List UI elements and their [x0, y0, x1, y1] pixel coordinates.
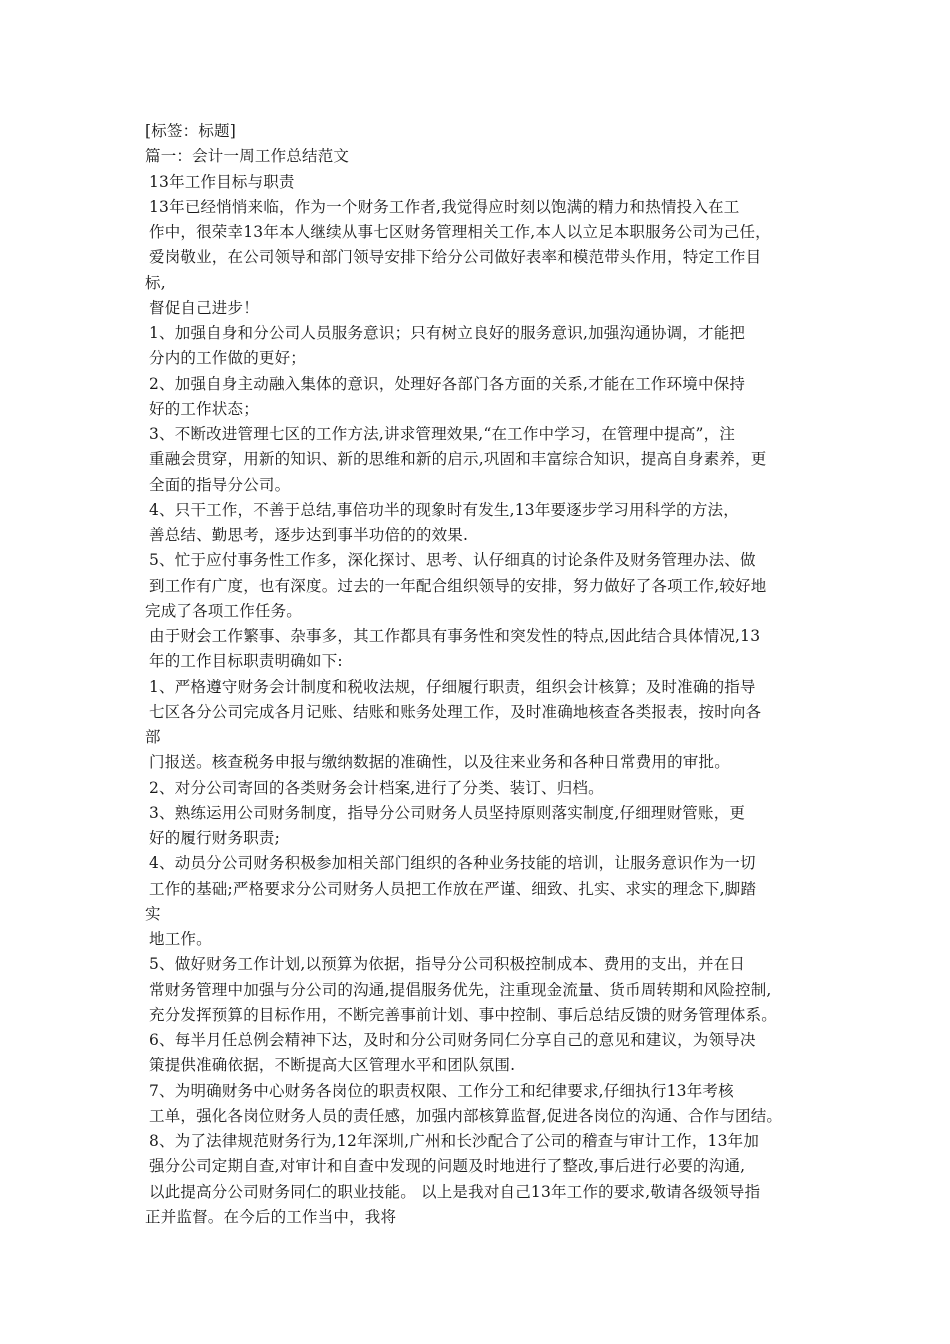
text-line: 13年工作目标与职责	[149, 172, 295, 191]
text-line: 七区各分公司完成各月记账、结账和账务处理工作，及时准确地核查各类报表，按时向各	[149, 702, 762, 721]
text-line: 全面的指导分公司。	[149, 475, 291, 494]
text-line: 督促自己进步！	[149, 298, 259, 317]
text-line: 部	[145, 728, 161, 746]
text-line: 到工作有广度，也有深度。过去的一年配合组织领导的安排，努力做好了各项工作,较好地	[149, 576, 767, 595]
text-line: 策提供准确依据，不断提高大区管理水平和团队氛围.	[149, 1056, 516, 1075]
text-line: 3、熟练运用公司财务制度，指导分公司财务人员坚持原则落实制度,仔细理财管账，更	[149, 803, 746, 822]
text-line: 6、每半月任总例会精神下达，及时和分公司财务同仁分享自己的意见和建议，为领导决	[149, 1031, 756, 1049]
text-line: 13年已经悄悄来临，作为一个财务工作者,我觉得应时刻以饱满的精力和热情投入在工	[149, 197, 740, 216]
text-line: 分内的工作做的更好；	[149, 349, 307, 368]
text-line: 标,	[145, 273, 166, 292]
document-body	[0, 119, 950, 1230]
text-line: 充分发挥预算的目标作用，不断完善事前计划、事中控制、事后总结反馈的财务管理体系。	[149, 1005, 778, 1024]
text-line: 4、动员分公司财务积极参加相关部门组织的各种业务技能的培训，让服务意识作为一切	[149, 854, 756, 873]
text-line: 好的履行财务职责;	[149, 829, 281, 847]
text-line: 8、为了法律规范财务行为,12年深圳,广州和长沙配合了公司的稽查与审计工作，13年加	[149, 1132, 760, 1150]
text-line: 工作的基础;严格要求分公司财务人员把工作放在严谨、细致、扎实、求实的理念下,脚踏	[149, 879, 757, 898]
text-line: 完成了各项工作任务。	[145, 601, 303, 620]
text-line: 2、对分公司寄回的各类财务会计档案,进行了分类、装订、归档。	[149, 778, 604, 797]
tag-line: [标签：标题]	[145, 122, 236, 140]
text-line: 强分公司定期自查,对审计和自查中发现的问题及时地进行了整改,事后进行必要的沟通,	[149, 1157, 746, 1176]
text-line: 1、加强自身和分公司人员服务意识；只有树立良好的服务意识,加强沟通协调，才能把	[149, 324, 746, 342]
text-line: 善总结、勤思考，逐步达到事半功倍的的效果.	[149, 526, 469, 544]
text-line: 实	[145, 904, 161, 923]
text-line: 工单，强化各岗位财务人员的责任感，加强内部核算监督,促进各岗位的沟通、合作与团结。	[149, 1106, 783, 1125]
text-line: 正并监督。在今后的工作当中，我将	[145, 1207, 397, 1226]
text-line: 重融会贯穿，用新的知识、新的思维和新的启示,巩固和丰富综合知识，提高自身素养，更	[149, 450, 767, 469]
text-line: 7、为明确财务中心财务各岗位的职责权限、工作分工和纪律要求,仔细执行13年考核	[149, 1081, 734, 1100]
text-line: 年的工作目标职责明确如下:	[149, 652, 343, 671]
text-line: 由于财会工作繁事、杂事多，其工作都具有事务性和突发性的特点,因此结合具体情况,13	[149, 627, 761, 645]
text-line: 爱岗敬业，在公司领导和部门领导安排下给分公司做好表率和模范带头作用，特定工作目	[149, 248, 762, 267]
text-line: 作中，很荣幸13年本人继续从事七区财务管理相关工作,本人以立足本职服务公司为己任，	[149, 223, 771, 241]
document-title: 篇一：会计一周工作总结范文	[145, 147, 350, 166]
text-line: 门报送。核查税务申报与缴纳数据的准确性，以及往来业务和各种日常费用的审批。	[149, 753, 730, 772]
text-line: 5、忙于应付事务性工作多，深化探讨、思考、认仔细真的讨论条件及财务管理办法、做	[149, 551, 756, 570]
text-line: 3、不断改进管理七区的工作方法,讲求管理效果,“在工作中学习，在管理中提高”，注	[149, 425, 736, 443]
text-line: 常财务管理中加强与分公司的沟通,提倡服务优先，注重现金流量、货币周转期和风险控制,	[149, 980, 772, 999]
text-line: 4、只干工作，不善于总结,事倍功半的现象时有发生,13年要逐步学习用科学的方法，	[149, 500, 739, 519]
text-line: 好的工作状态；	[149, 399, 259, 418]
text-line: 2、加强自身主动融入集体的意识，处理好各部门各方面的关系,才能在工作环境中保持	[149, 374, 746, 393]
text-line: 以此提高分公司财务同仁的职业技能。 以上是我对自己13年工作的要求,敬请各级领导指	[149, 1182, 761, 1201]
text-line: 1、严格遵守财务会计制度和税收法规，仔细履行职责，组织会计核算；及时准确的指导	[149, 677, 756, 696]
text-line: 5、做好财务工作计划,以预算为依据，指导分公司积极控制成本、费用的支出，并在日	[149, 955, 746, 974]
text-line: 地工作。	[149, 930, 212, 948]
